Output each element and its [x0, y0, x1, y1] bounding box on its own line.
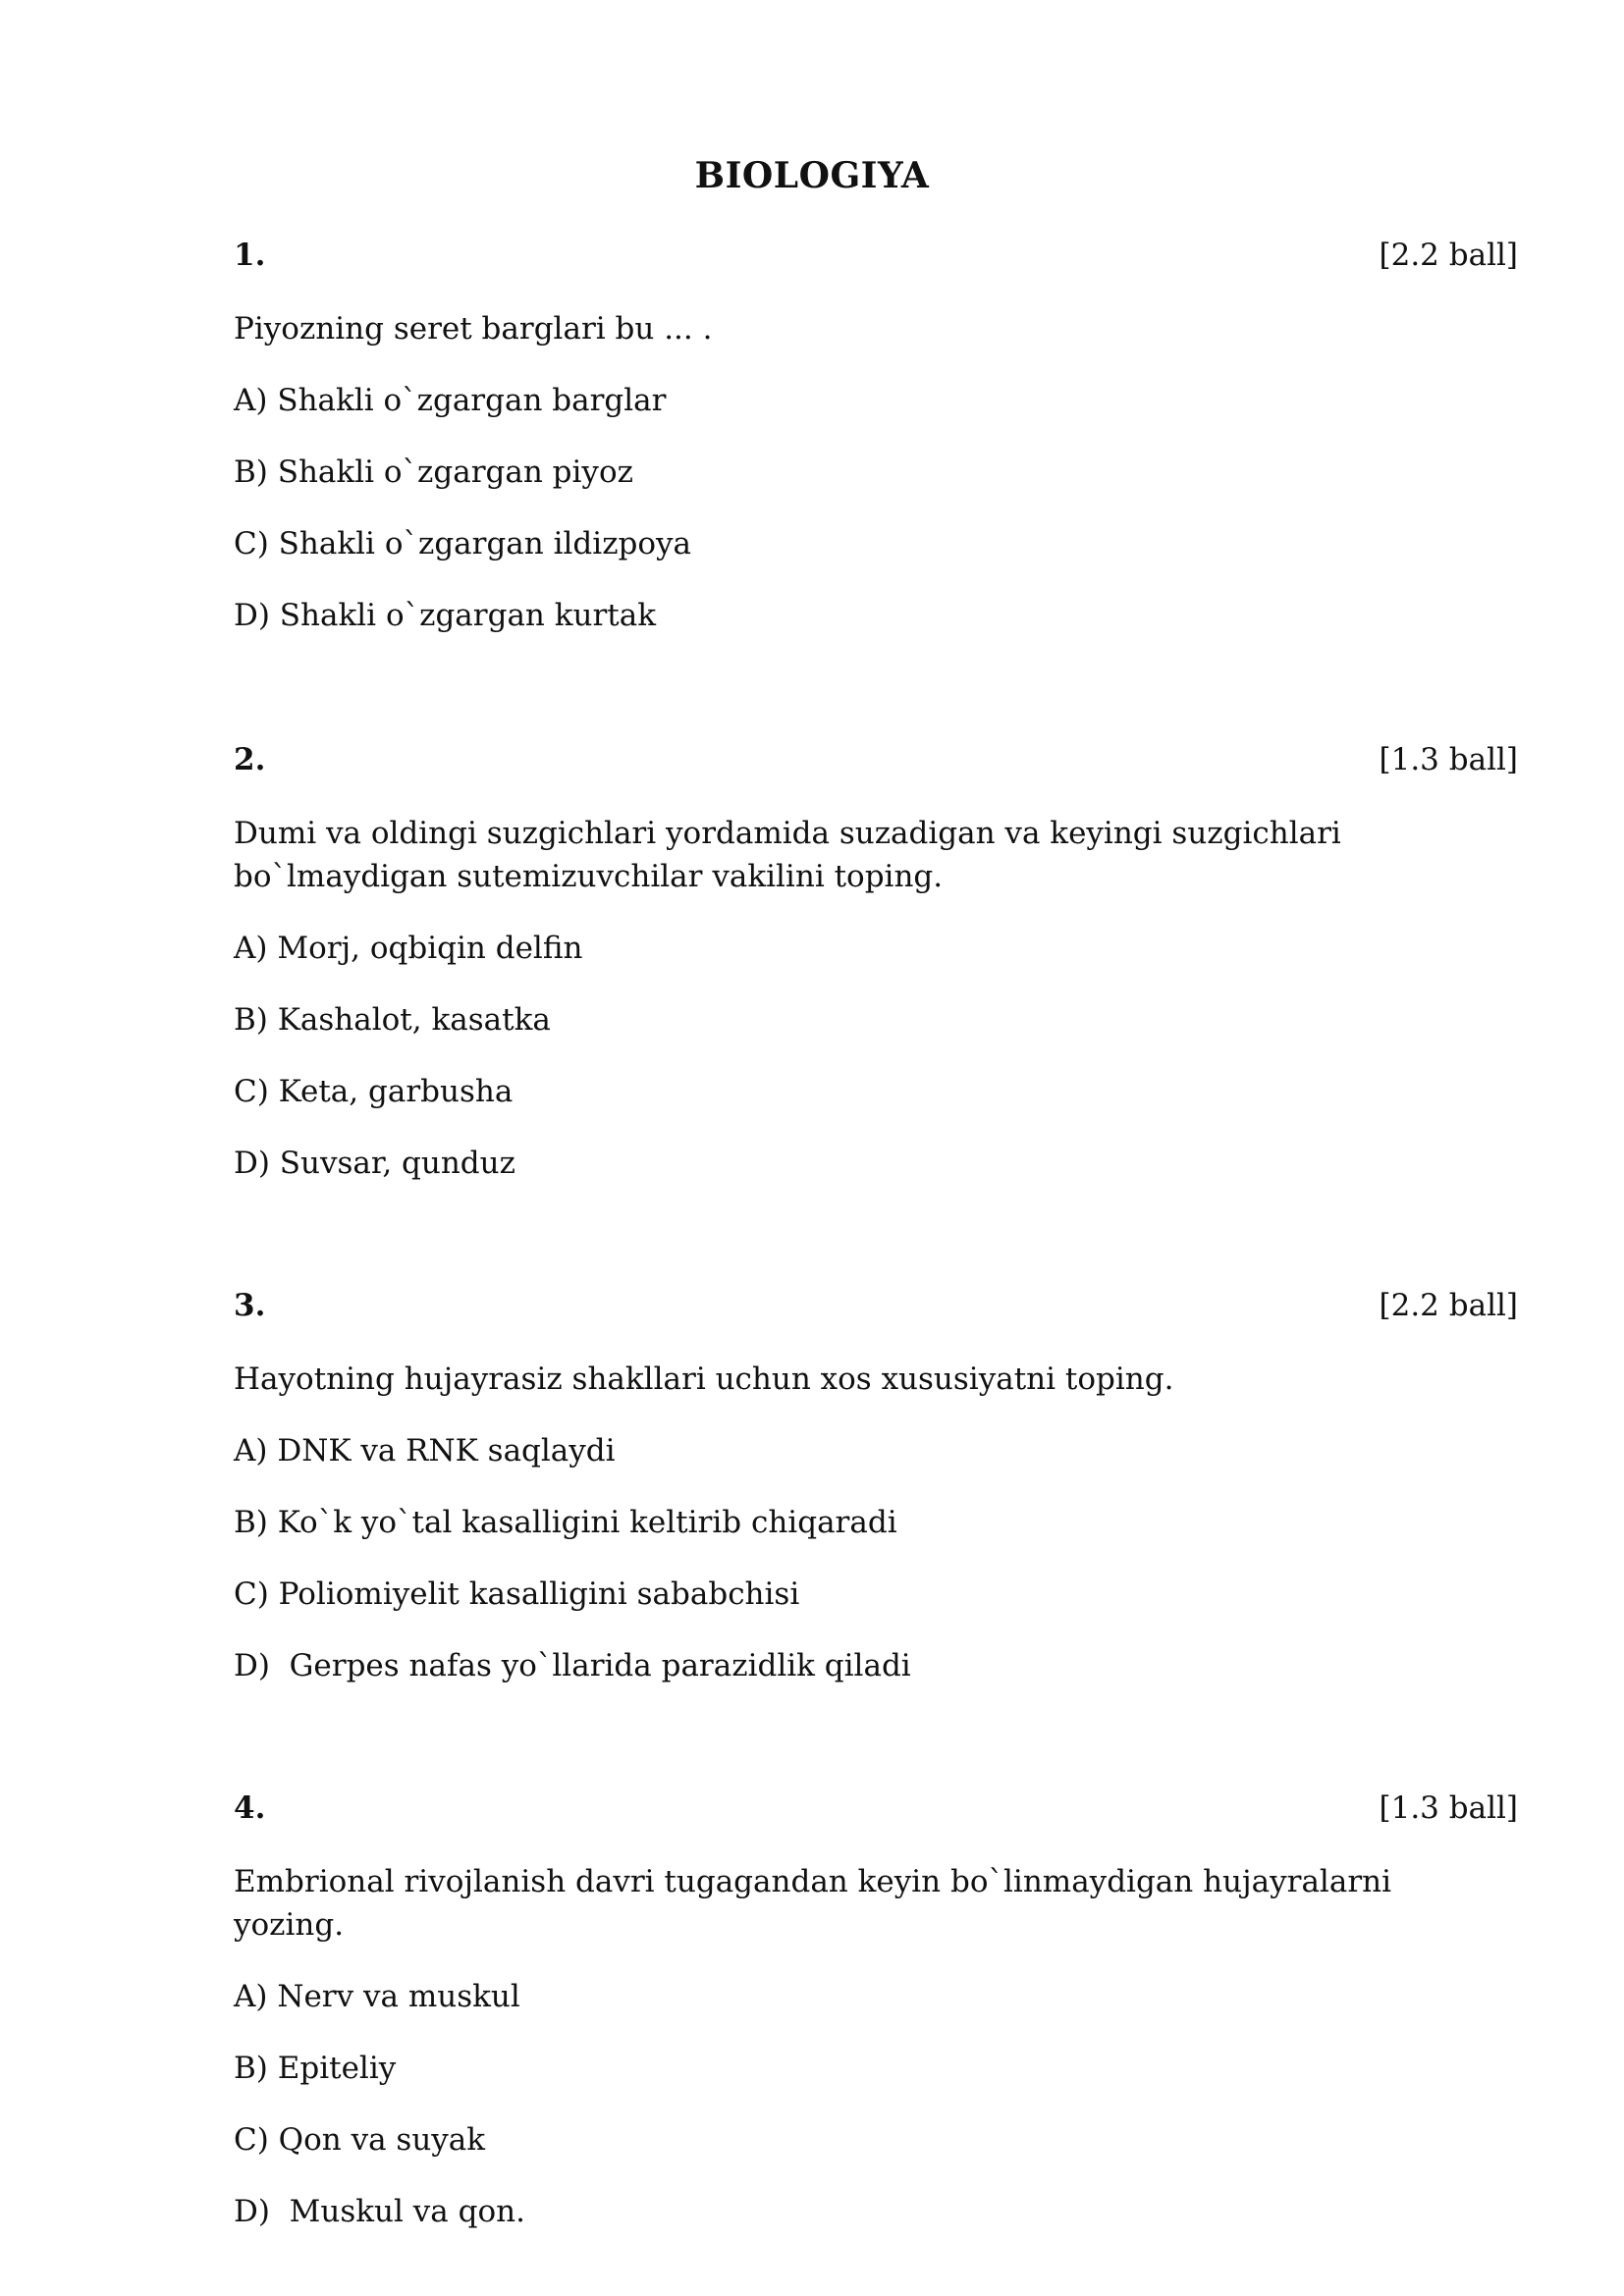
question-3 — [234, 1286, 1518, 1687]
answer-option-d: D) Gerpes nafas yo`llarida parazidlik qiladi — [234, 1648, 911, 1683]
question-points: [1.3 ball] — [1379, 1790, 1518, 1826]
question-points: [1.3 ball] — [1379, 742, 1518, 777]
question-4 — [234, 1789, 1518, 2233]
answer-option-a: A) Morj, oqbiqin delfin — [234, 931, 583, 966]
answer-option-b: B) Shakli o`zgargan piyoz — [234, 454, 633, 490]
answer-option-a: A) DNK va RNK saqlaydi — [234, 1433, 616, 1468]
question-number: 4. — [234, 1790, 266, 1826]
answer-option-c: C) Shakli o`zgargan ildizpoya — [234, 526, 692, 561]
question-header — [234, 1286, 1518, 1325]
question-text: Piyozning seret barglari bu ... . — [234, 311, 713, 347]
answer-option-b: B) Kashalot, kasatka — [234, 1002, 551, 1038]
question-points: [2.2 ball] — [1379, 1288, 1518, 1323]
question-header — [234, 740, 1518, 779]
question-points: [2.2 ball] — [1379, 238, 1518, 273]
answer-option-a: A) Nerv va muskul — [234, 1979, 520, 2014]
answer-option-b: B) Ko`k yo`tal kasalligini keltirib chiqaradi — [234, 1505, 897, 1540]
answer-option-d: D) Shakli o`zgargan kurtak — [234, 598, 657, 633]
question-text: Embrional rivojlanish davri tugagandan keyin bo`linmaydigan hujayralarni yozing. — [234, 1864, 1392, 1943]
question-number: 3. — [234, 1288, 266, 1323]
answer-option-c: C) Poliomiyelit kasalligini sababchisi — [234, 1576, 800, 1612]
document-title: BIOLOGIYA — [694, 155, 930, 196]
question-1 — [234, 236, 1518, 637]
answer-option-c: C) Qon va suyak — [234, 2122, 486, 2158]
answer-option-d: D) Muskul va qon. — [234, 2194, 525, 2229]
question-text: Hayotning hujayrasiz shakllari uchun xos xususiyatni toping. — [234, 1362, 1174, 1397]
answer-option-a: A) Shakli o`zgargan barglar — [234, 383, 667, 418]
question-number: 1. — [234, 238, 266, 273]
question-text: Dumi va oldingi suzgichlari yordamida suzadigan va keyingi suzgichlari bo`lmaydigan sutemizuvchilar vakilini toping. — [234, 816, 1341, 894]
answer-option-c: C) Keta, garbusha — [234, 1074, 514, 1109]
answer-option-b: B) Epiteliy — [234, 2051, 397, 2086]
answer-option-d: D) Suvsar, qunduz — [234, 1146, 515, 1181]
question-header — [234, 1789, 1518, 1828]
question-2 — [234, 740, 1518, 1185]
question-header — [234, 236, 1518, 275]
question-number: 2. — [234, 742, 266, 777]
